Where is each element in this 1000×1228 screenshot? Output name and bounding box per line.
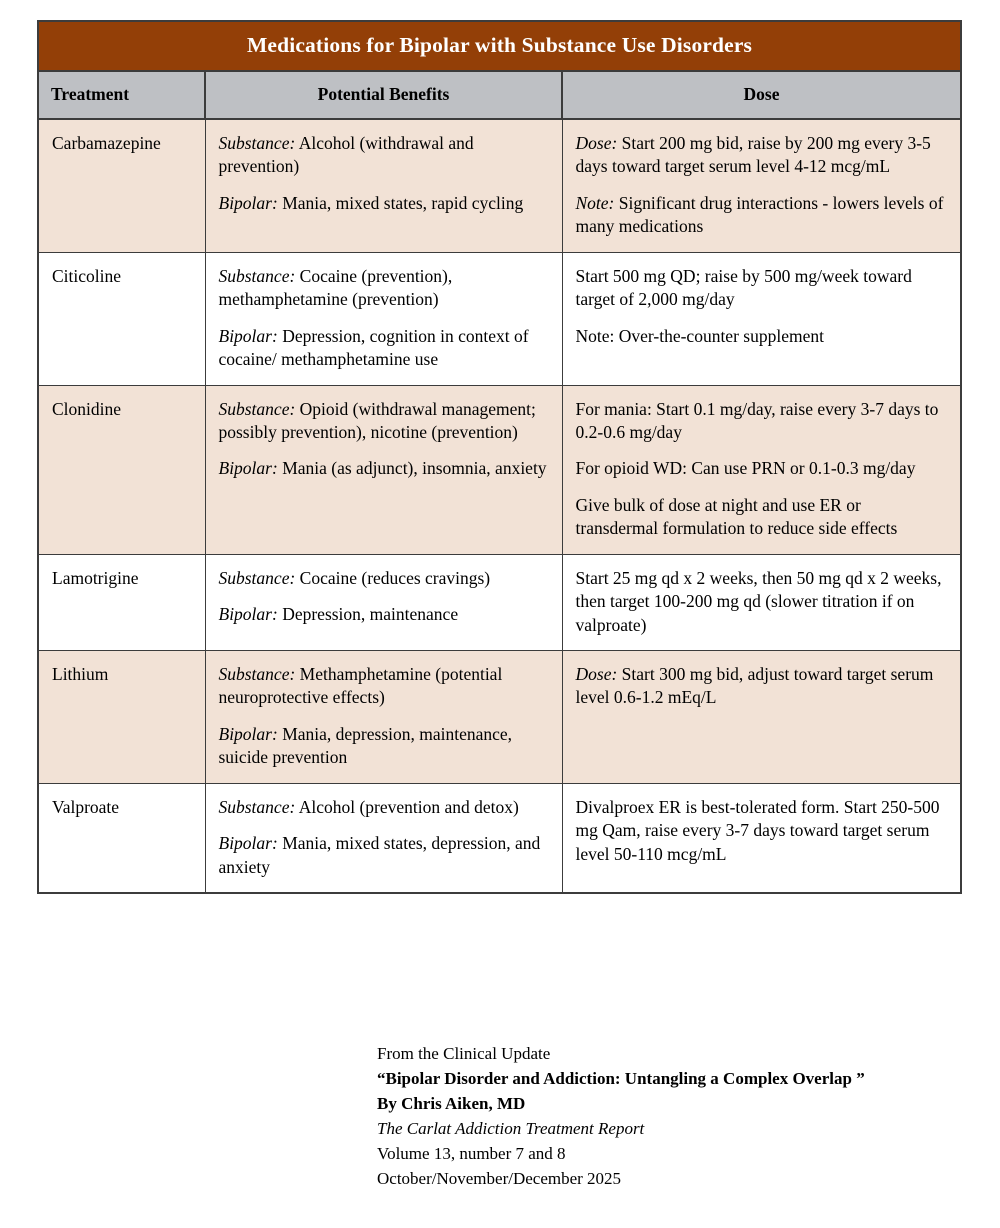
table-body <box>39 119 960 892</box>
cell-paragraph <box>576 796 948 866</box>
cell-label: Substance: <box>218 398 296 419</box>
cell-text: Mania (as adjunct), insomnia, anxiety <box>277 458 547 479</box>
cell-text: Note: Over-the-counter supplement <box>575 325 824 346</box>
cell-dose <box>562 119 960 252</box>
cell-label: Substance: <box>218 133 296 153</box>
cell-text: Give bulk of dose at night and use ER or transdermal formulation to reduce side effects <box>575 494 898 539</box>
column-header-dose: Dose <box>562 71 960 119</box>
cell-paragraph <box>576 457 948 480</box>
table-title: Medications for Bipolar with Substance Use Disorders <box>39 22 960 71</box>
cell-text: For opioid WD: Can use PRN or 0.1-0.3 mg/day <box>575 458 916 479</box>
cell-potential-benefits <box>205 252 562 385</box>
cell-paragraph <box>219 192 549 215</box>
citation-volume: Volume 13, number 7 and 8 <box>377 1143 566 1163</box>
cell-potential-benefits <box>205 651 562 784</box>
cell-text: Opioid (withdrawal management; possibly prevention), nicotine (prevention) <box>218 398 536 442</box>
cell-label: Bipolar: <box>218 325 278 346</box>
citation-date: October/November/December 2025 <box>377 1168 622 1188</box>
cell-text: Cocaine (prevention), methamphetamine (prevention) <box>218 265 453 310</box>
cell-paragraph <box>219 457 549 480</box>
cell-paragraph <box>576 265 948 312</box>
cell-label: Dose: <box>575 133 618 153</box>
cell-potential-benefits <box>205 554 562 650</box>
cell-label: Substance: <box>218 567 296 588</box>
cell-label: Substance: <box>218 796 296 817</box>
cell-paragraph <box>576 398 948 445</box>
column-header-potential-benefits: Potential Benefits <box>205 71 562 119</box>
cell-text: Mania, depression, maintenance, suicide prevention <box>218 723 513 768</box>
cell-paragraph <box>576 663 948 710</box>
cell-text: Depression, cognition in context of cocaine/ methamphetamine use <box>218 325 529 370</box>
cell-potential-benefits <box>205 783 562 892</box>
citation-source-line: From the Clinical Update <box>377 1044 551 1063</box>
cell-treatment: Lithium <box>39 651 205 784</box>
cell-treatment: Citicoline <box>39 252 205 385</box>
cell-treatment: Valproate <box>39 783 205 892</box>
cell-text: Divalproex ER is best-tolerated form. Start 250-500 mg Qam, raise every 3-7 days toward target serum level 50-110 mcg/mL <box>575 796 940 864</box>
cell-paragraph <box>576 567 948 637</box>
citation-author: By Chris Aiken, MD <box>377 1093 526 1113</box>
cell-text: Start 500 mg QD; raise by 500 mg/week toward target of 2,000 mg/day <box>575 265 912 310</box>
cell-text: Methamphetamine (potential neuroprotective effects) <box>218 664 503 708</box>
cell-paragraph <box>576 132 948 179</box>
cell-paragraph <box>219 796 549 819</box>
cell-dose <box>562 252 960 385</box>
medications-table <box>39 22 960 892</box>
column-header-row <box>39 71 960 119</box>
cell-label: Dose: <box>575 664 618 684</box>
cell-potential-benefits <box>205 385 562 554</box>
cell-dose <box>562 651 960 784</box>
cell-label: Substance: <box>218 265 296 286</box>
cell-text: For mania: Start 0.1 mg/day, raise every 3-7 days to 0.2-0.6 mg/day <box>575 398 939 442</box>
cell-dose <box>562 554 960 650</box>
table-row <box>39 385 960 554</box>
cell-text: Start 300 mg bid, adjust toward target serum level 0.6-1.2 mEq/L <box>575 664 934 708</box>
table-row <box>39 252 960 385</box>
cell-text: Mania, mixed states, rapid cycling <box>277 192 524 213</box>
cell-text: Cocaine (reduces cravings) <box>295 567 491 588</box>
cell-text: Significant drug interactions - lowers levels of many medications <box>575 192 944 237</box>
cell-paragraph <box>219 723 549 770</box>
cell-text: Mania, mixed states, depression, and anxiety <box>218 833 541 877</box>
cell-potential-benefits <box>205 119 562 252</box>
cell-paragraph <box>219 325 549 372</box>
cell-treatment: Lamotrigine <box>39 554 205 650</box>
table-row <box>39 119 960 252</box>
table-row <box>39 651 960 784</box>
cell-label: Bipolar: <box>218 723 278 744</box>
cell-paragraph <box>576 192 948 239</box>
cell-text: Alcohol (prevention and detox) <box>295 796 519 817</box>
cell-label: Bipolar: <box>218 458 278 479</box>
cell-paragraph <box>219 265 549 312</box>
cell-paragraph <box>219 567 549 590</box>
cell-dose <box>562 385 960 554</box>
citation-block <box>377 1042 977 1192</box>
cell-paragraph <box>219 398 549 445</box>
citation-publication: The Carlat Addiction Treatment Report <box>377 1118 645 1138</box>
cell-label: Bipolar: <box>218 604 278 625</box>
cell-dose <box>562 783 960 892</box>
cell-treatment: Carbamazepine <box>39 119 205 252</box>
cell-label: Note: <box>575 192 615 213</box>
cell-text: Start 25 mg qd x 2 weeks, then 50 mg qd x 2 weeks, then target 100-200 mg qd (slower titration if on valproate) <box>575 567 942 635</box>
column-header-treatment: Treatment <box>39 71 205 119</box>
table-title-row <box>39 22 960 71</box>
cell-paragraph <box>219 603 549 626</box>
cell-paragraph <box>576 325 948 348</box>
cell-label: Bipolar: <box>218 833 278 854</box>
medications-table-container <box>37 20 962 894</box>
cell-text: Start 200 mg bid, raise by 200 mg every 3-5 days toward target serum level 4-12 mcg/mL <box>575 133 931 177</box>
cell-text: Alcohol (withdrawal and prevention) <box>218 133 474 177</box>
citation-article-title: “Bipolar Disorder and Addiction: Untangling a Complex Overlap ” <box>377 1068 865 1088</box>
cell-paragraph <box>219 663 549 710</box>
table-head <box>39 22 960 119</box>
cell-paragraph <box>219 132 549 179</box>
cell-paragraph <box>219 832 549 879</box>
cell-treatment: Clonidine <box>39 385 205 554</box>
table-row <box>39 554 960 650</box>
cell-text: Depression, maintenance <box>277 604 459 625</box>
cell-label: Bipolar: <box>218 192 278 213</box>
table-row <box>39 783 960 892</box>
cell-label: Substance: <box>218 664 296 684</box>
cell-paragraph <box>576 494 948 541</box>
